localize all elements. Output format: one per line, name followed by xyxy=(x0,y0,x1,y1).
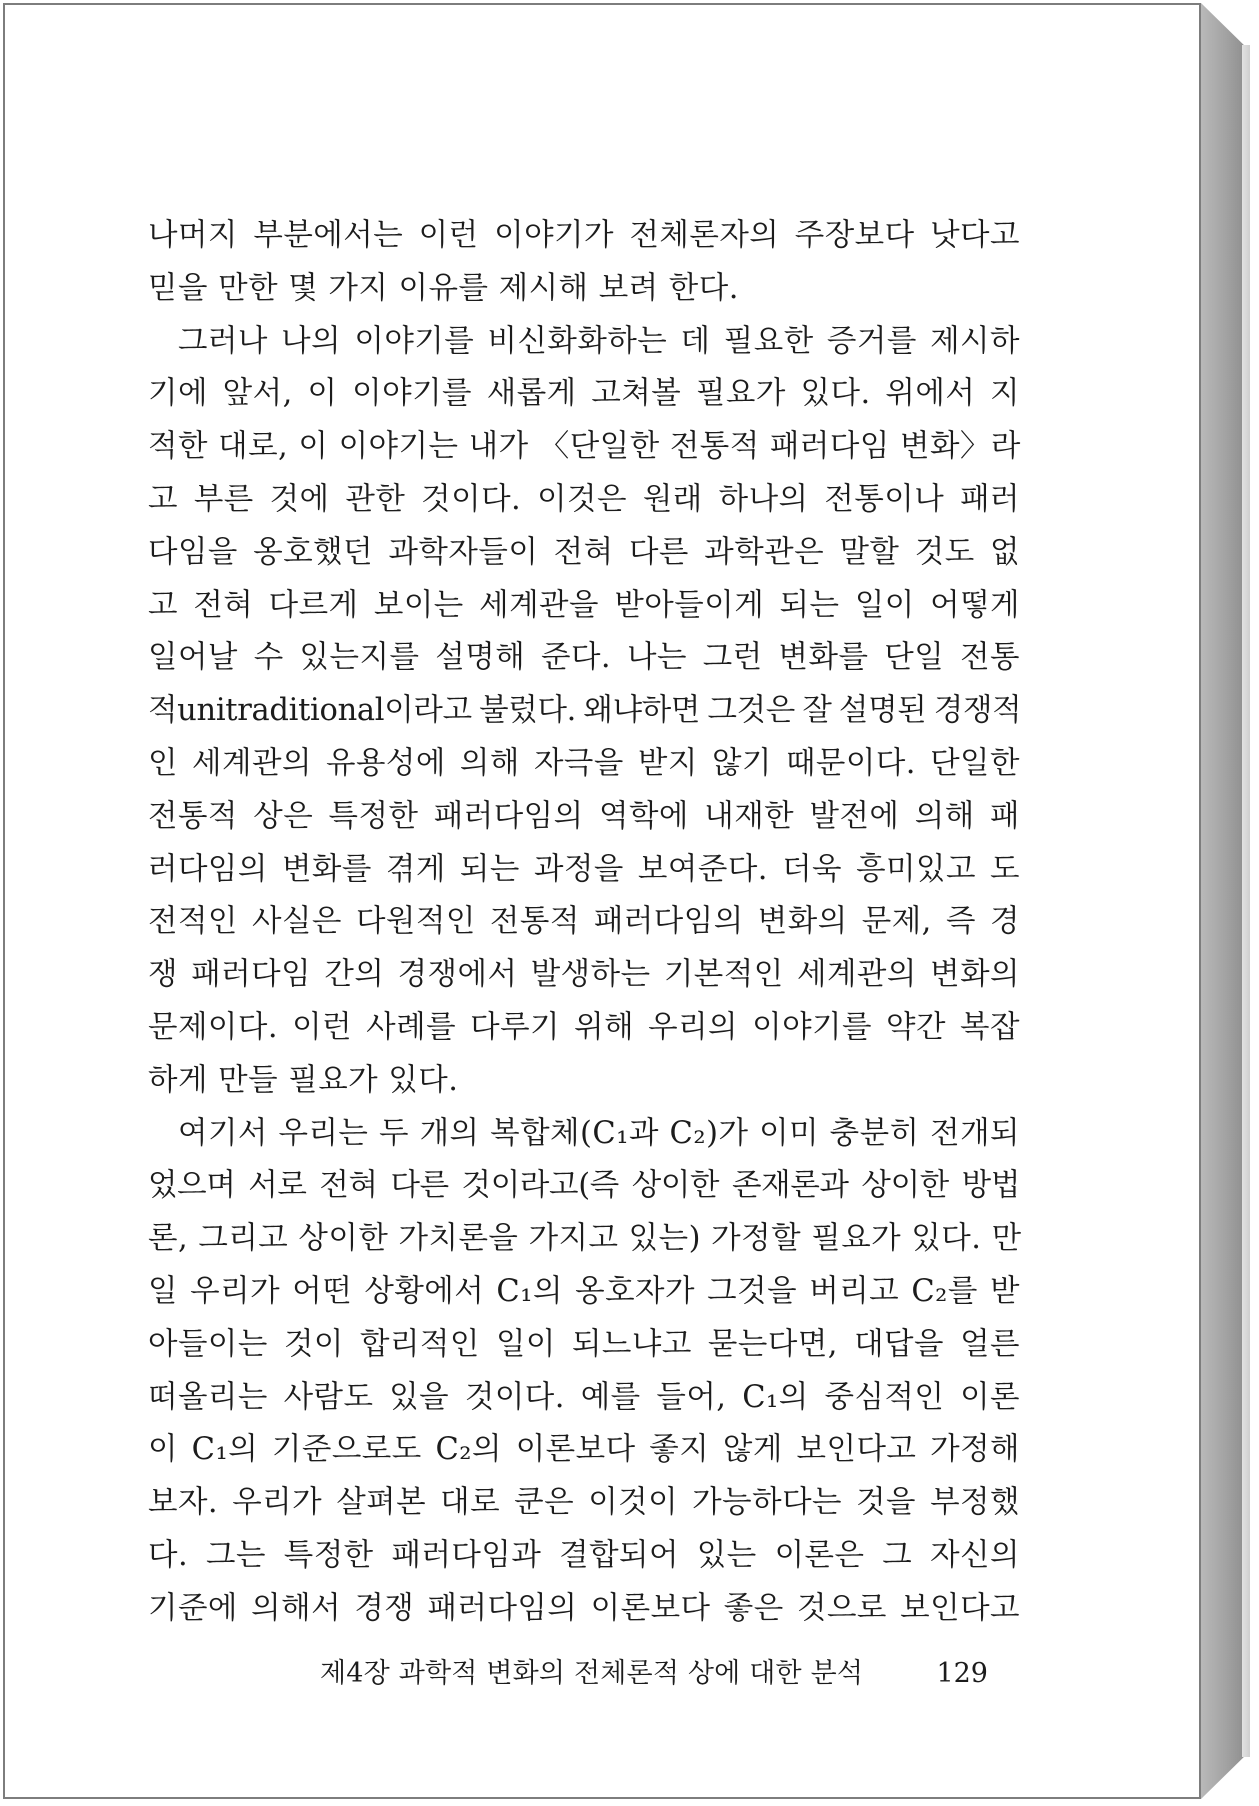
text-line: 적unitraditional이라고 불렀다. 왜냐하면 그것은 잘 설명된 경쟁적 xyxy=(148,693,1022,729)
text-line: 아들이는 것이 합리적인 일이 되느냐고 묻는다면, 대답을 얼른 xyxy=(148,1326,1020,1362)
text-line: 전적인 사실은 다원적인 전통적 패러다임의 변화의 문제, 즉 경 xyxy=(148,904,1020,940)
text-line: 기준에 의해서 경쟁 패러다임의 이론보다 좋은 것으로 보인다고 xyxy=(148,1590,1020,1626)
text-line: 다. 그는 특정한 패러다임과 결합되어 있는 이론은 그 자신의 xyxy=(148,1537,1020,1573)
text-line: 고 전혀 다르게 보이는 세계관을 받아들이게 되는 일이 어떻게 xyxy=(148,587,1020,623)
text-line: 보자. 우리가 살펴본 대로 쿤은 이것이 가능하다는 것을 부정했 xyxy=(148,1485,1020,1521)
text-line: 문제이다. 이런 사례를 다루기 위해 우리의 이야기를 약간 복잡 xyxy=(148,1009,1020,1045)
text-line: 기에 앞서, 이 이야기를 새롭게 고쳐볼 필요가 있다. 위에서 지 xyxy=(148,376,1020,412)
text-line: 다임을 옹호했던 과학자들이 전혀 다른 과학관은 말할 것도 없 xyxy=(148,534,1020,570)
body-text xyxy=(148,210,1020,1636)
text-line: 고 부른 것에 관한 것이다. 이것은 원래 하나의 전통이나 패러 xyxy=(148,481,1020,517)
text-line: 이 C₁의 기준으로도 C₂의 이론보다 좋지 않게 보인다고 가정해 xyxy=(148,1432,1020,1468)
text-line: 론, 그리고 상이한 가치론을 가지고 있는) 가정할 필요가 있다. 만 xyxy=(148,1221,1022,1257)
page-number: 129 xyxy=(936,1658,988,1689)
text-line: 하게 만들 필요가 있다. xyxy=(148,1062,459,1098)
text-line: 었으며 서로 전혀 다른 것이라고(즉 상이한 존재론과 상이한 방법 xyxy=(148,1168,1020,1204)
text-line: 인 세계관의 유용성에 의해 자극을 받지 않기 때문이다. 단일한 xyxy=(148,745,1020,781)
text-line: 적한 대로, 이 이야기는 내가 〈단일한 전통적 패러다임 변화〉라 xyxy=(148,429,1021,465)
text-line: 일 우리가 어떤 상황에서 C₁의 옹호자가 그것을 버리고 C₂를 받 xyxy=(148,1273,1020,1309)
text-line: 러다임의 변화를 겪게 되는 과정을 보여준다. 더욱 흥미있고 도 xyxy=(148,851,1020,887)
text-line: 떠올리는 사람도 있을 것이다. 예를 들어, C₁의 중심적인 이론 xyxy=(148,1379,1020,1415)
text-line: 쟁 패러다임 간의 경쟁에서 발생하는 기본적인 세계관의 변화의 xyxy=(148,957,1020,993)
text-line: 그러나 나의 이야기를 비신화화하는 데 필요한 증거를 제시하 xyxy=(178,323,1020,359)
text-line: 믿을 만한 몇 가지 이유를 제시해 보려 한다. xyxy=(148,270,739,306)
page-edge-shadow xyxy=(1201,3,1245,1799)
text-line: 전통적 상은 특정한 패러다임의 역학에 내재한 발전에 의해 패 xyxy=(148,798,1020,834)
text-line: 여기서 우리는 두 개의 복합체(C₁과 C₂)가 이미 충분히 전개되 xyxy=(178,1115,1020,1151)
chapter-title: 제4장 과학적 변화의 전체론적 상에 대한 분석 xyxy=(320,1658,864,1689)
text-line: 나머지 부분에서는 이런 이야기가 전체론자의 주장보다 낫다고 xyxy=(148,218,1020,253)
running-footer xyxy=(320,1651,988,1690)
text-line: 일어날 수 있는지를 설명해 준다. 나는 그런 변화를 단일 전통 xyxy=(148,640,1020,676)
page-edge-highlight xyxy=(1242,45,1250,1757)
